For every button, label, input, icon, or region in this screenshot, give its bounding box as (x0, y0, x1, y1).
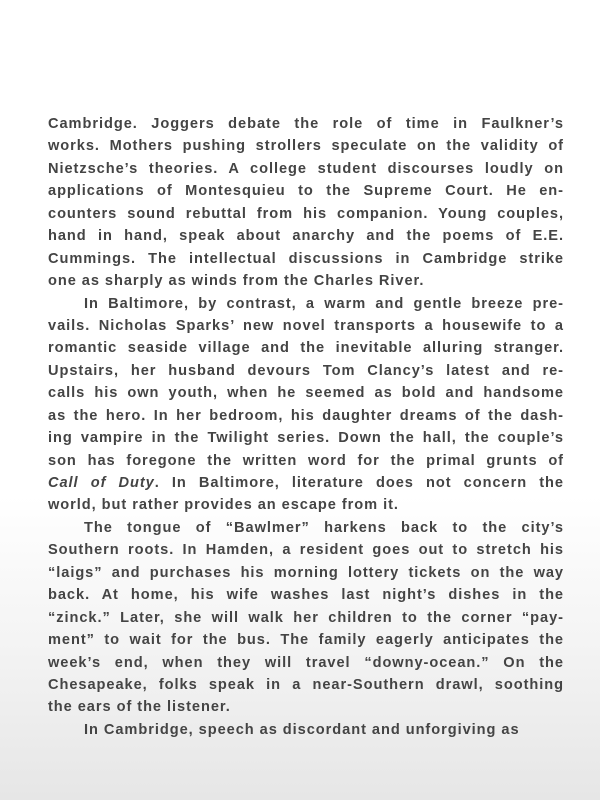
text-segment: one as sharply as winds from the Charles River. (48, 273, 425, 290)
text-segment: Chesapeake, folks speak in a near-Southern drawl, soothing (48, 676, 564, 693)
text-segment: world, but rather provides an escape from it. (48, 497, 399, 514)
text-segment: romantic seaside village and the inevitable alluring stranger. (48, 340, 564, 357)
text-line (48, 427, 564, 449)
text-segment: In Cambridge, speech as discordant and unforgiving as (84, 721, 520, 738)
text-segment: Upstairs, her husband devours Tom Clancy’s latest and re- (48, 362, 564, 379)
text-segment: son has foregone the written word for the primal grunts of (48, 452, 564, 469)
text-line (48, 113, 564, 135)
text-segment: back. At home, his wife washes last night’s dishes in the (48, 587, 564, 604)
text-line (48, 270, 564, 292)
text-segment: applications of Montesquieu to the Supreme Court. He en- (48, 183, 564, 200)
text-line (48, 674, 564, 696)
text-line (48, 225, 564, 247)
text-line (48, 180, 564, 202)
text-segment: “laigs” and purchases his morning lottery tickets on the way (48, 564, 564, 581)
text-line (48, 494, 564, 516)
text-segment: works. Mothers pushing strollers speculate on the validity of (48, 138, 564, 155)
text-segment: vails. Nicholas Sparks’ new novel transports a housewife to a (48, 317, 564, 334)
text-segment: calls his own youth, when he seemed as bold and handsome (48, 385, 564, 402)
text-line (48, 248, 564, 270)
text-segment: as the hero. In her bedroom, his daughter dreams of the dash- (48, 407, 564, 424)
text-segment: In Baltimore, by contrast, a warm and gentle breeze pre- (84, 295, 564, 312)
text-line (48, 539, 564, 561)
text-line (48, 405, 564, 427)
text-line (48, 472, 564, 494)
text-line (48, 315, 564, 337)
paragraph (48, 113, 564, 293)
text-line (48, 293, 564, 315)
paragraph (48, 719, 564, 741)
text-segment: The tongue of “Bawlmer” harkens back to the city’s (84, 519, 564, 536)
text-line (48, 696, 564, 718)
text-segment: counters sound rebuttal from his companion. Young couples, (48, 205, 564, 222)
text-line (48, 584, 564, 606)
text-line (48, 719, 564, 741)
text-line (48, 450, 564, 472)
text-segment: hand in hand, speak about anarchy and the poems of E.E. (48, 228, 564, 245)
text-segment: Cambridge. Joggers debate the role of time in Faulkner’s (48, 116, 564, 132)
paragraph (48, 517, 564, 719)
text-line (48, 517, 564, 539)
text-segment: Southern roots. In Hamden, a resident goes out to stretch his (48, 542, 564, 559)
text-line (48, 629, 564, 651)
text-segment: . In Baltimore, literature does not concern the (154, 475, 564, 491)
text-line (48, 158, 564, 180)
text-line (48, 652, 564, 674)
text-line (48, 382, 564, 404)
italic-title: Call of Duty (48, 475, 155, 491)
text-segment: week’s end, when they will travel “downy-ocean.” On the (48, 654, 564, 671)
text-segment: Nietzsche’s theories. A college student discourses loudly on (48, 160, 564, 177)
text-segment: “zinck.” Later, she will walk her children to the corner “pay- (48, 609, 564, 626)
text-line (48, 337, 564, 359)
text-line (48, 607, 564, 629)
text-segment: ing vampire in the Twilight series. Down the hall, the couple’s (48, 430, 564, 447)
text-line (48, 135, 564, 157)
text-line (48, 203, 564, 225)
document-page (48, 113, 564, 741)
text-line (48, 360, 564, 382)
text-segment: Cummings. The intellectual discussions in Cambridge strike (48, 250, 564, 267)
paragraph (48, 293, 564, 517)
text-segment: the ears of the listener. (48, 699, 231, 716)
text-line (48, 562, 564, 584)
text-segment: ment” to wait for the bus. The family eagerly anticipates the (48, 632, 564, 649)
